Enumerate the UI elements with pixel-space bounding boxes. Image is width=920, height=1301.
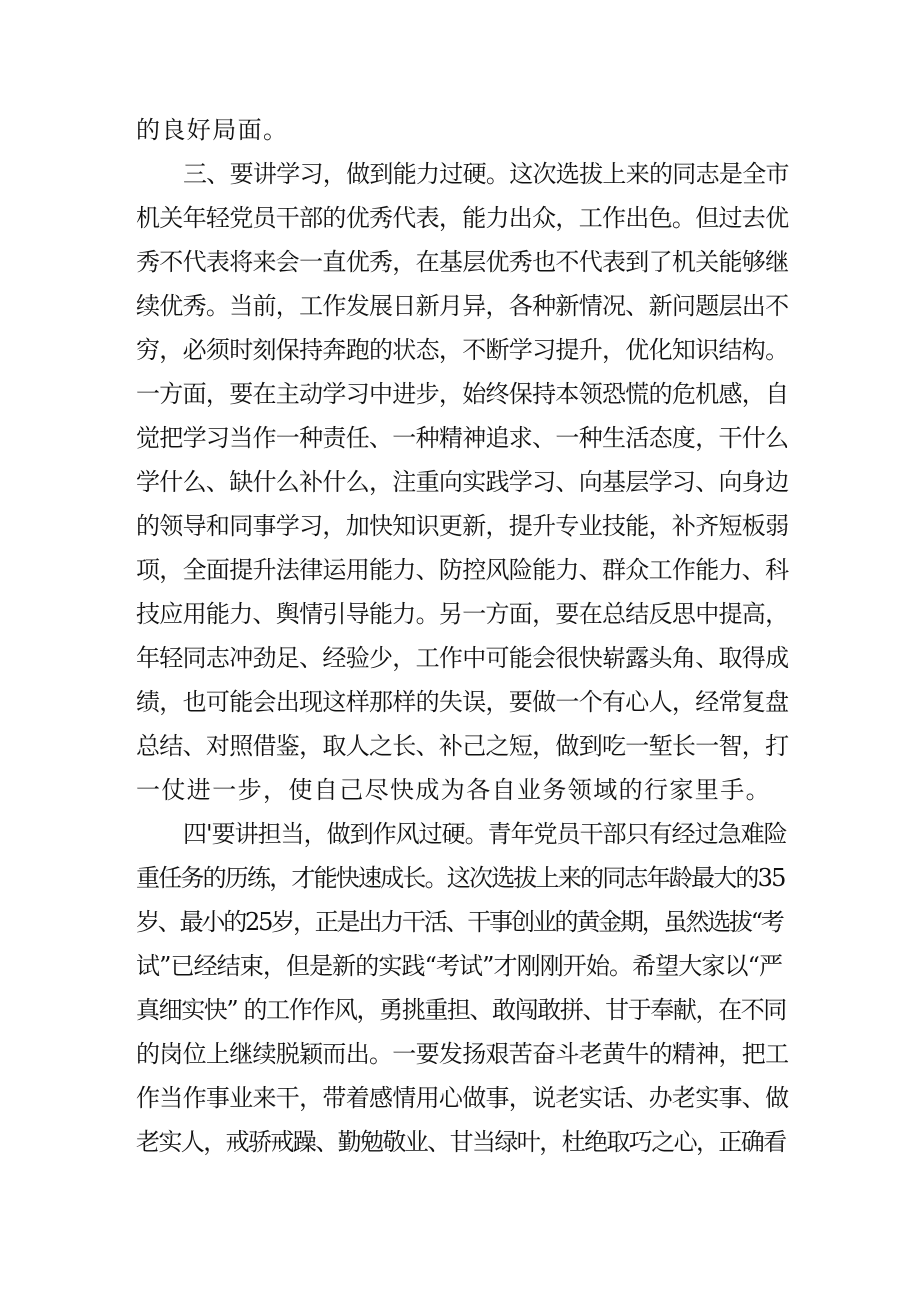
- text-line: 秀不代表将来会一直优秀，在基层优秀也不代表到了机关能够继: [136, 248, 789, 276]
- text-line: 三、要讲学习，做到能力过硬。这次选拔上来的同志是全市: [183, 160, 789, 188]
- text-line: 岁、最小的25岁，正是出力干活、干事创业的黄金期，虽然选拔“考: [136, 908, 783, 936]
- text-line: 重任务的历练，才能快速成长。这次选拔上来的同志年龄最大的35: [136, 864, 785, 892]
- text-line: 真细实快” 的工作作风，勇挑重担、敢闯敢拼、甘于奉献，在不同: [136, 996, 786, 1024]
- text-line: 续优秀。当前，工作发展日新月异，各种新情况、新问题层出不: [136, 292, 789, 320]
- text-line: 一方面，要在主动学习中进步，始终保持本领恐慌的危机感，自: [136, 380, 789, 408]
- text-line: 项，全面提升法律运用能力、防控风险能力、群众工作能力、科: [136, 556, 789, 584]
- text-line: 绩，也可能会出现这样那样的失误，要做一个有心人，经常复盘: [136, 688, 789, 716]
- text-line: 试”已经结束，但是新的实践“考试”才刚刚开始。希望大家以“严: [136, 952, 783, 980]
- text-line: 年轻同志冲劲足、经验少，工作中可能会很快崭露头角、取得成: [136, 644, 789, 672]
- text-line: 的领导和同事学习，加快知识更新，提升专业技能，补齐短板弱: [136, 512, 789, 540]
- text-line: 机关年轻党员干部的优秀代表，能力出众，工作出色。但过去优: [136, 204, 789, 232]
- text-line: 作当作事业来干，带着感情用心做事，说老实话、办老实事、做: [136, 1084, 789, 1112]
- text-line: 穷，必须时刻保持奔跑的状态，不断学习提升，优化知识结构。: [136, 336, 789, 364]
- text-line: 学什么、缺什么补什么，注重向实践学习、向基层学习、向身边: [136, 468, 789, 496]
- text-line: 老实人，戒骄戒躁、勤勉敬业、甘当绿叶，杜绝取巧之心，正确看: [136, 1128, 786, 1156]
- text-line: 一仗进一步，使自己尽快成为各自业务领域的行家里手。: [136, 776, 771, 804]
- text-line: 的岗位上继续脱颖而出。一要发扬艰苦奋斗老黄牛的精神，把工: [136, 1040, 789, 1068]
- text-line: 总结、对照借鉴，取人之长、补己之短，做到吃一堑长一智，打: [136, 732, 789, 760]
- text-line: 四'要讲担当，做到作风过硬。青年党员干部只有经过急难险: [183, 820, 787, 848]
- text-line: 的良好局面。: [136, 116, 289, 144]
- text-line: 觉把学习当作一种责任、一种精神追求、一种生活态度，干什么: [136, 424, 789, 452]
- text-line: 技应用能力、舆情引导能力。另一方面，要在总结反思中提高，: [136, 600, 789, 628]
